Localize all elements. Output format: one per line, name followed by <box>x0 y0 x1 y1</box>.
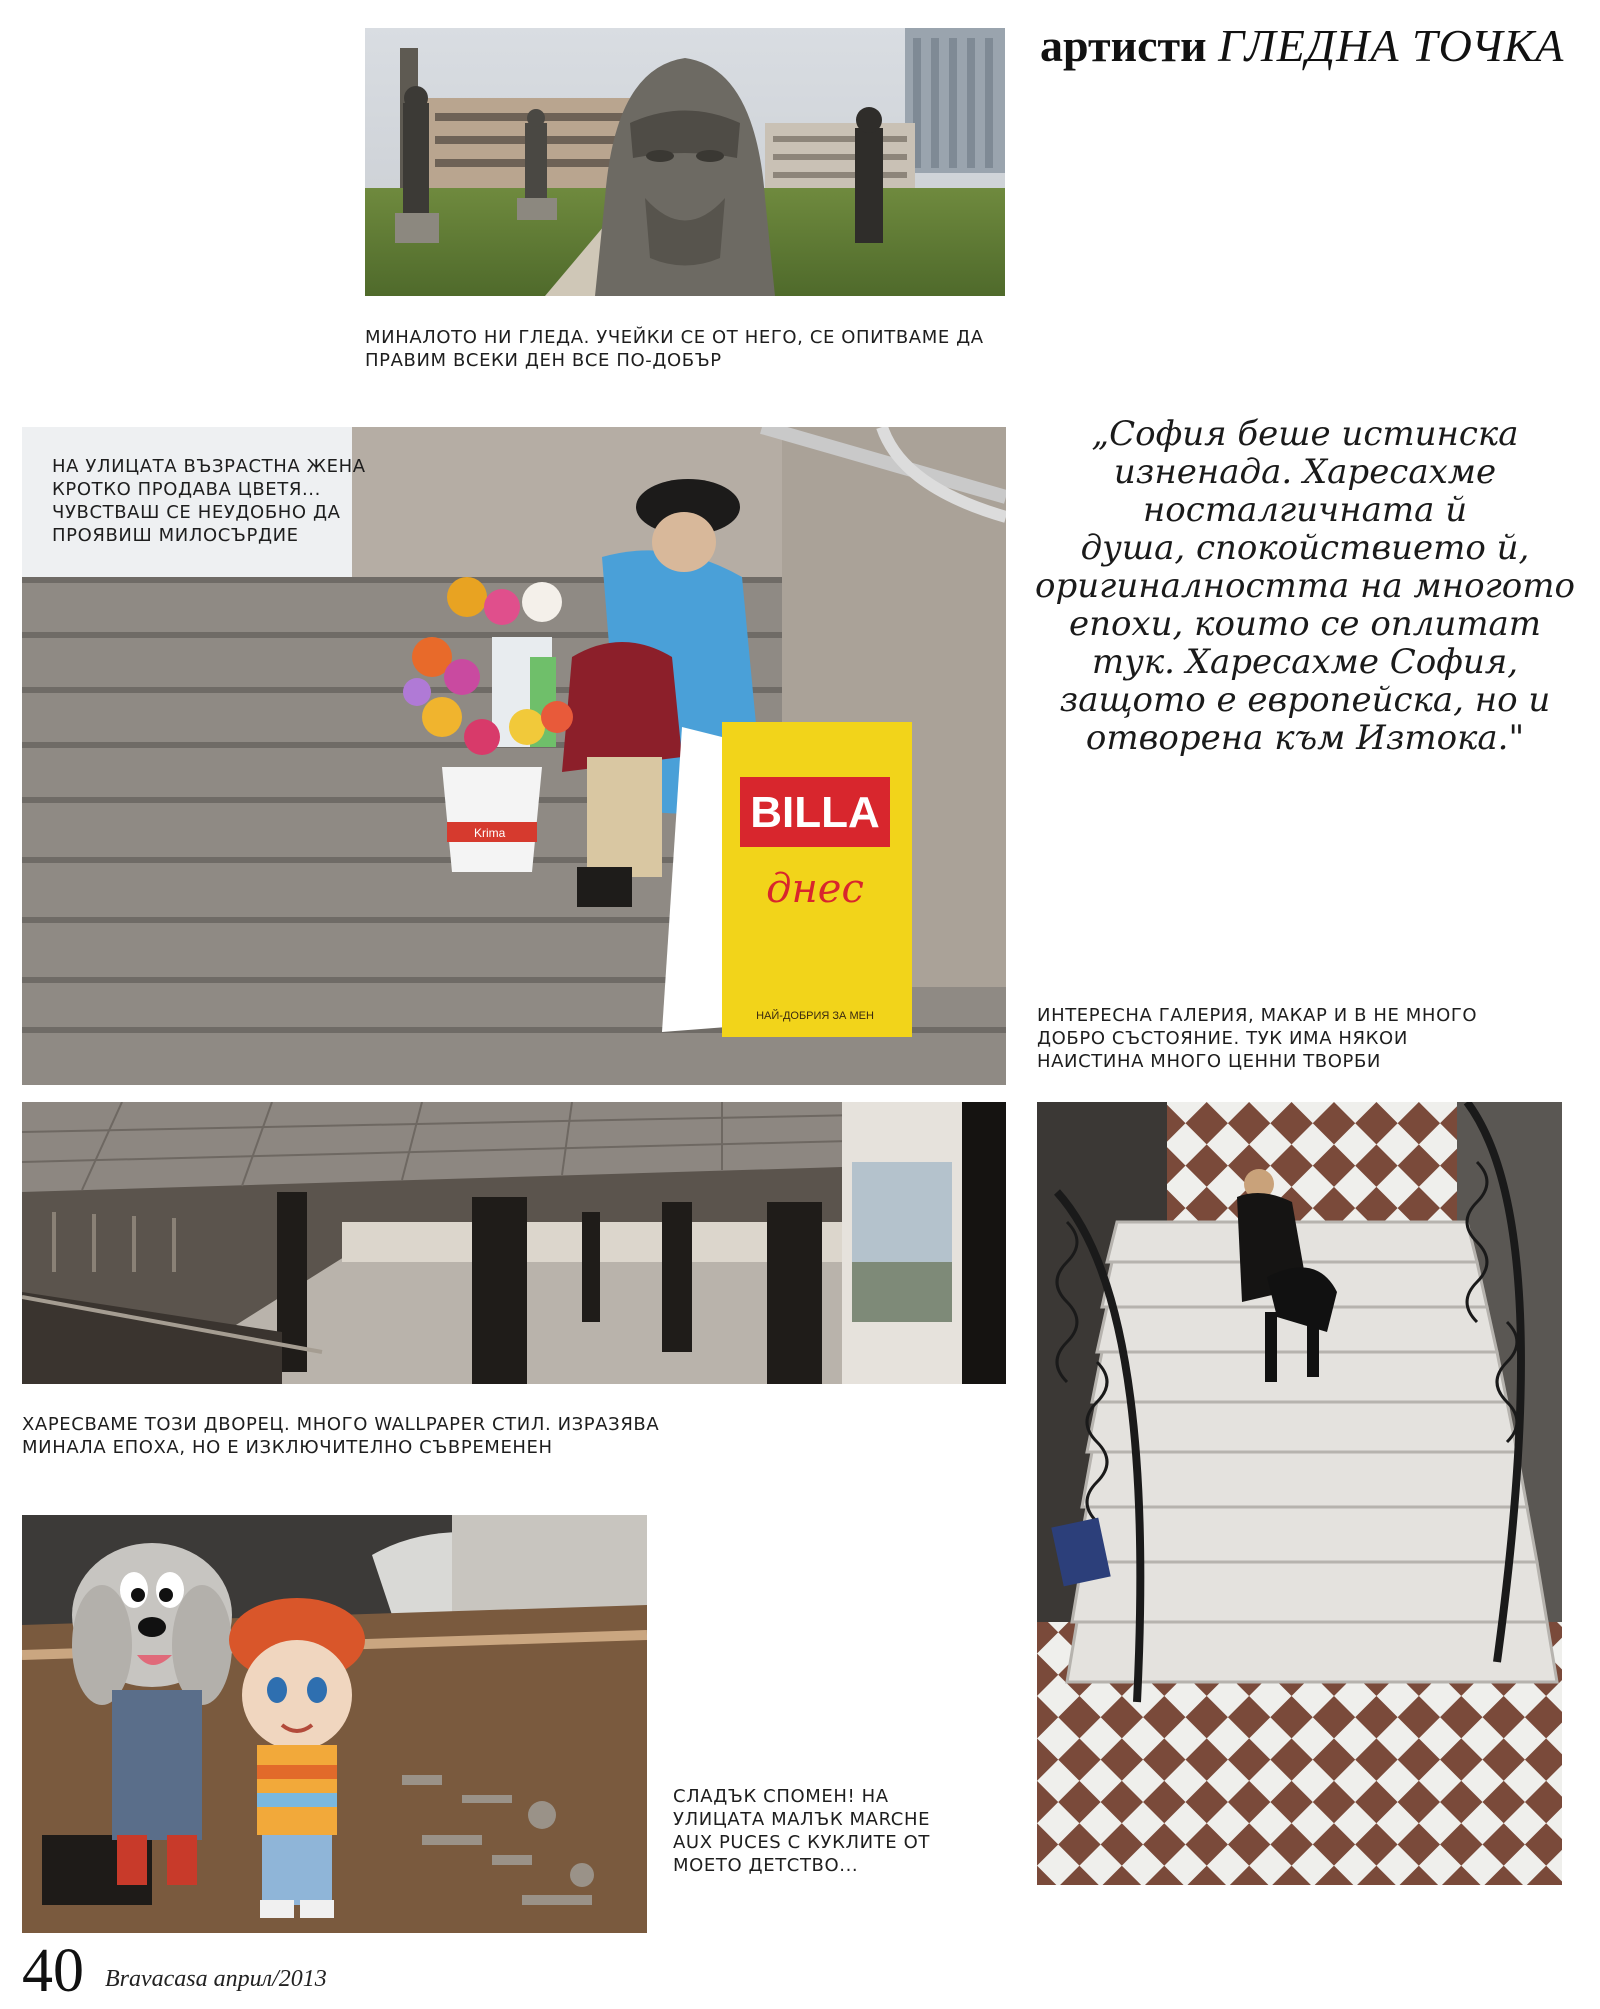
caption-toys: СЛАДЪК СПОМЕН! НА УЛИЦАТА МАЛЪК MARCHE AUX PUCES С КУКЛИТЕ ОТ МОЕТО ДЕТСТВО... <box>673 1786 931 1876</box>
photo-statues-park <box>365 28 1005 296</box>
toys-illustration <box>22 1515 647 1933</box>
caption-gallery: ИНТЕРЕСНА ГАЛЕРИЯ, МАКАР И В НЕ МНОГО ДОБРО СЪСТОЯНИЕ. ТУК ИМА НЯКОИ НАИСТИНА МНОГО ЦЕННИ ТВОРБИ <box>1037 1005 1478 1072</box>
section-subtitle: ГЛЕДНА ТОЧКА <box>1218 20 1565 71</box>
section-header <box>1040 18 1564 74</box>
page-number: 40 <box>22 1937 84 2005</box>
bag-tagline-text: НАЙ-ДОБРИЯ ЗА МЕН <box>756 1010 874 1022</box>
pull-quote: „София беше истинска изненада. Харесахме носталгичната й душа, спокойствието й, оригиналността на многото епохи, които се оплитат тук. Харесахме София, защото е европейска, но и отворена към Изтока." <box>1035 414 1575 758</box>
photo-palace-interior <box>22 1102 1006 1384</box>
caption-palace: ХАРЕСВАМЕ ТОЗИ ДВОРЕЦ. МНОГО WALLPAPER СТИЛ. ИЗРАЗЯВА МИНАЛА ЕПОХА, НО Е ИЗКЛЮЧИТЕЛНО СЪВРЕМЕНЕН <box>22 1414 660 1458</box>
bucket-label-text: Krima <box>474 826 506 840</box>
bag-brand-text: BILLA <box>750 788 880 837</box>
caption-flower-seller: НА УЛИЦАТА ВЪЗРАСТНА ЖЕНА КРОТКО ПРОДАВА ЦВЕТЯ... ЧУВСТВАШ СЕ НЕУДОБНО ДА ПРОЯВИШ МИЛОСЪРДИЕ <box>52 456 366 546</box>
photo-gallery-staircase <box>1037 1102 1562 1885</box>
palace-interior-illustration <box>22 1102 1006 1384</box>
gallery-staircase-illustration <box>1037 1102 1562 1885</box>
caption-statues: МИНАЛОТО НИ ГЛЕДА. УЧЕЙКИ СЕ ОТ НЕГО, СЕ ОПИТВАМЕ ДА ПРАВИМ ВСЕКИ ДЕН ВСЕ ПО-ДОБЪР <box>365 327 984 371</box>
section-title: артисти <box>1040 20 1207 71</box>
statues-park-illustration <box>365 28 1005 296</box>
magazine-issue: Bravacasa април/2013 <box>105 1966 327 1992</box>
photo-toys-flea-market <box>22 1515 647 1933</box>
bag-word-text: днес <box>766 866 864 912</box>
